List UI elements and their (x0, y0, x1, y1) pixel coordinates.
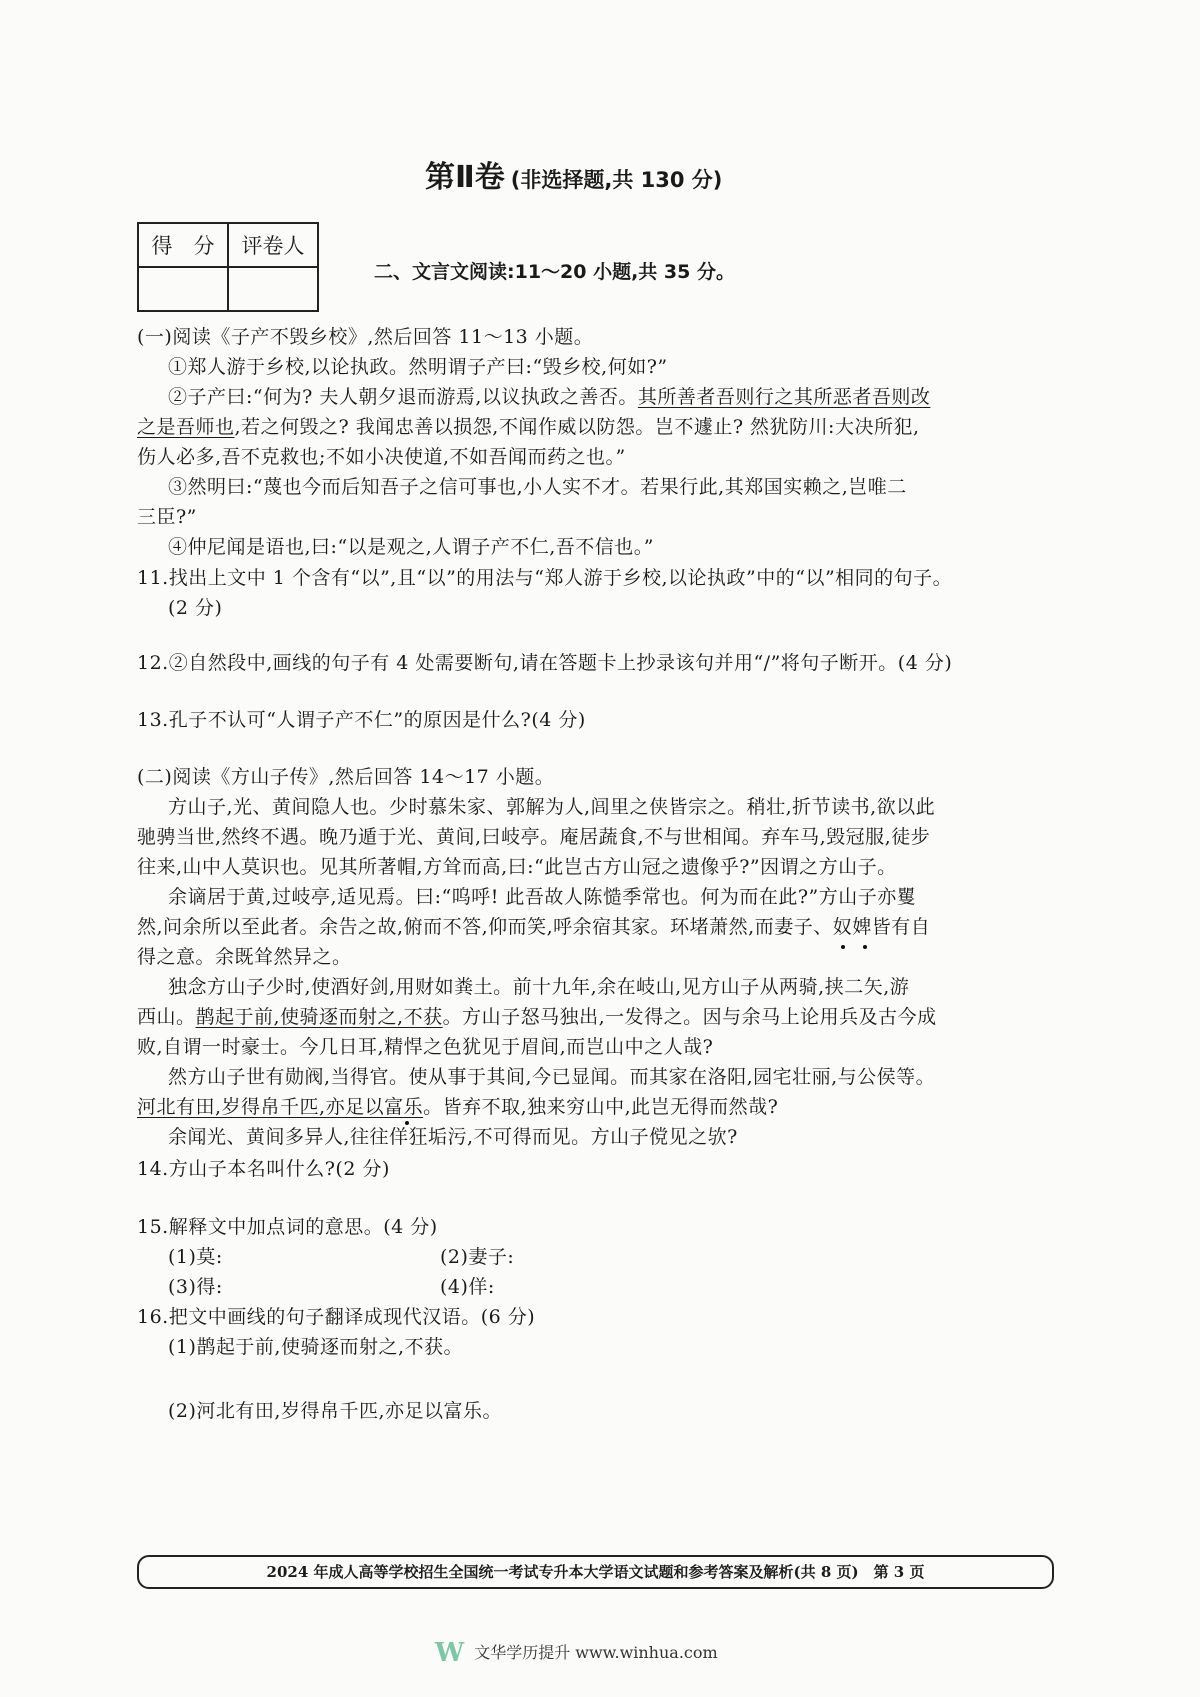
passage1-para3-line1: ③然明曰:“蔑也今而后知吾子之信可事也,小人实不才。若果行此,其郑国实赖之,岂唯二 (168, 476, 907, 498)
q15-item-2: (2)妻子: (440, 1246, 515, 1268)
q15-item-1: (1)莫: (168, 1246, 223, 1268)
score-header: 得 分 (138, 223, 228, 267)
passage1-para2-line3: 伤人必多,吾不克救也;不如小决使道,不如吾闻而药之也。” (137, 446, 626, 468)
passage2-line: 然方山子世有勋阀,当得官。使从事于其间,今已显闻。而其家在洛阳,园宅壮丽,与公侯等。 (168, 1066, 936, 1088)
question-11: 11.找出上文中 1 个含有“以”,且“以”的用法与“郑人游于乡校,以论执政”中的“以”相同的句子。 (137, 567, 953, 589)
passage2-line: 河北有田,岁得帛千匹,亦足以富乐。皆弃不取,独来穷山中,此岂无得而然哉? (137, 1096, 779, 1118)
underlined-sentence: 鹊起于前,使骑逐而射之,不获 (195, 1006, 443, 1028)
passage1-para4: ④仲尼闻是语也,曰:“以是观之,人谓子产不仁,吾不信也。” (168, 536, 654, 558)
winhua-logo-icon: W (435, 1638, 465, 1668)
page-footer: 2024 年成人高等学校招生全国统一考试专升本大学语文试题和参考答案及解析(共 8 页) 第 3 页 (137, 1555, 1054, 1589)
question-13: 13.孔子不认可“人谓子产不仁”的原因是什么?(4 分) (137, 709, 586, 731)
passage2-line: 往来,山中人莫识也。见其所著帽,方耸而高,曰:“此岂古方山冠之遗像乎?”因谓之方山子。 (137, 856, 897, 878)
part-title: 第Ⅱ卷 (非选择题,共 130 分) (425, 160, 723, 195)
question-14: 14.方山子本名叫什么?(2 分) (137, 1158, 390, 1180)
question-11-points: (2 分) (168, 597, 223, 619)
q15-item-3: (3)得: (168, 1276, 223, 1298)
question-16: 16.把文中画线的句子翻译成现代汉语。(6 分) (137, 1306, 536, 1328)
passage1-para3-line2: 三臣?” (137, 506, 197, 528)
passage1-para2-line2: 之是吾师也,若之何毁之? 我闻忠善以损怨,不闻作威以防怨。岂不遽止? 然犹防川:大决所犯, (137, 416, 920, 438)
passage1-para2-line1: ②子产曰:“何为? 夫人朝夕退而游焉,以议执政之善否。其所善者吾则行之其所恶者吾则改 (168, 386, 931, 408)
section-heading: 二、文言文阅读:11～20 小题,共 35 分。 (374, 261, 735, 283)
q15-item-4: (4)佯: (440, 1276, 495, 1298)
q16-sentence-1: (1)鹊起于前,使骑逐而射之,不获。 (168, 1336, 463, 1358)
emphasis-dot (841, 945, 845, 949)
passage2-line: 西山。鹊起于前,使骑逐而射之,不获。方山子怒马独出,一发得之。因与余马上论用兵及古今成 (137, 1006, 937, 1028)
passage2-line: 败,自谓一时豪士。今几日耳,精悍之色犹见于眉间,而岂山中之人哉? (137, 1036, 714, 1058)
emphasis-dot (863, 945, 867, 949)
passage2-intro: (二)阅读《方山子传》,然后回答 14～17 小题。 (137, 766, 555, 788)
grader-header: 评卷人 (228, 223, 318, 267)
question-12: 12.②自然段中,画线的句子有 4 处需要断句,请在答题卡上抄录该句并用“/”将句子断开。(4 分) (137, 652, 953, 674)
part-subtitle: (非选择题,共 130 分) (510, 168, 723, 192)
underlined-sentence: 其所善者吾则行之其所恶者吾则改 (637, 386, 931, 408)
passage2-line: 得之意。余既耸然异之。 (137, 946, 352, 968)
passage2-line: 然,问余所以至此者。余告之故,俯而不答,仰而笑,呼余宿其家。环堵萧然,而妻子、奴婢皆有自 (137, 916, 931, 938)
underlined-sentence: 河北有田,岁得帛千匹,亦足以富乐 (137, 1096, 424, 1118)
emphasis-dot (405, 1121, 409, 1125)
passage2-line: 方山子,光、黄间隐人也。少时慕朱家、郭解为人,闾里之侠皆宗之。稍壮,折节读书,欲以此 (168, 796, 936, 818)
q16-sentence-2: (2)河北有田,岁得帛千匹,亦足以富乐。 (168, 1400, 502, 1422)
grader-cell[interactable] (228, 267, 318, 311)
passage2-line: 余谪居于黄,过岐亭,适见焉。曰:“呜呼! 此吾故人陈慥季常也。何为而在此?”方山子亦矍 (168, 886, 917, 908)
passage1-intro: (一)阅读《子产不毁乡校》,然后回答 11～13 小题。 (137, 326, 594, 348)
watermark: W文华学历提升 www.winhua.com (435, 1638, 718, 1668)
passage2-line: 余闻光、黄间多异人,往往佯狂垢污,不可得而见。方山子傥见之欤? (168, 1126, 738, 1148)
question-15: 15.解释文中加点词的意思。(4 分) (137, 1216, 438, 1238)
passage2-line: 独念方山子少时,使酒好剑,用财如粪土。前十九年,余在岐山,见方山子从两骑,挟二矢,游 (168, 976, 910, 998)
underlined-sentence-end: 之是吾师也 (137, 416, 235, 438)
passage1-para1: ①郑人游于乡校,以论执政。然明谓子产曰:“毁乡校,何如?” (168, 356, 668, 378)
score-table (137, 222, 319, 312)
score-cell[interactable] (138, 267, 228, 311)
passage2-line: 驰骋当世,然终不遇。晚乃遁于光、黄间,曰岐亭。庵居蔬食,不与世相闻。弃车马,毁冠服,徒步 (137, 826, 931, 848)
